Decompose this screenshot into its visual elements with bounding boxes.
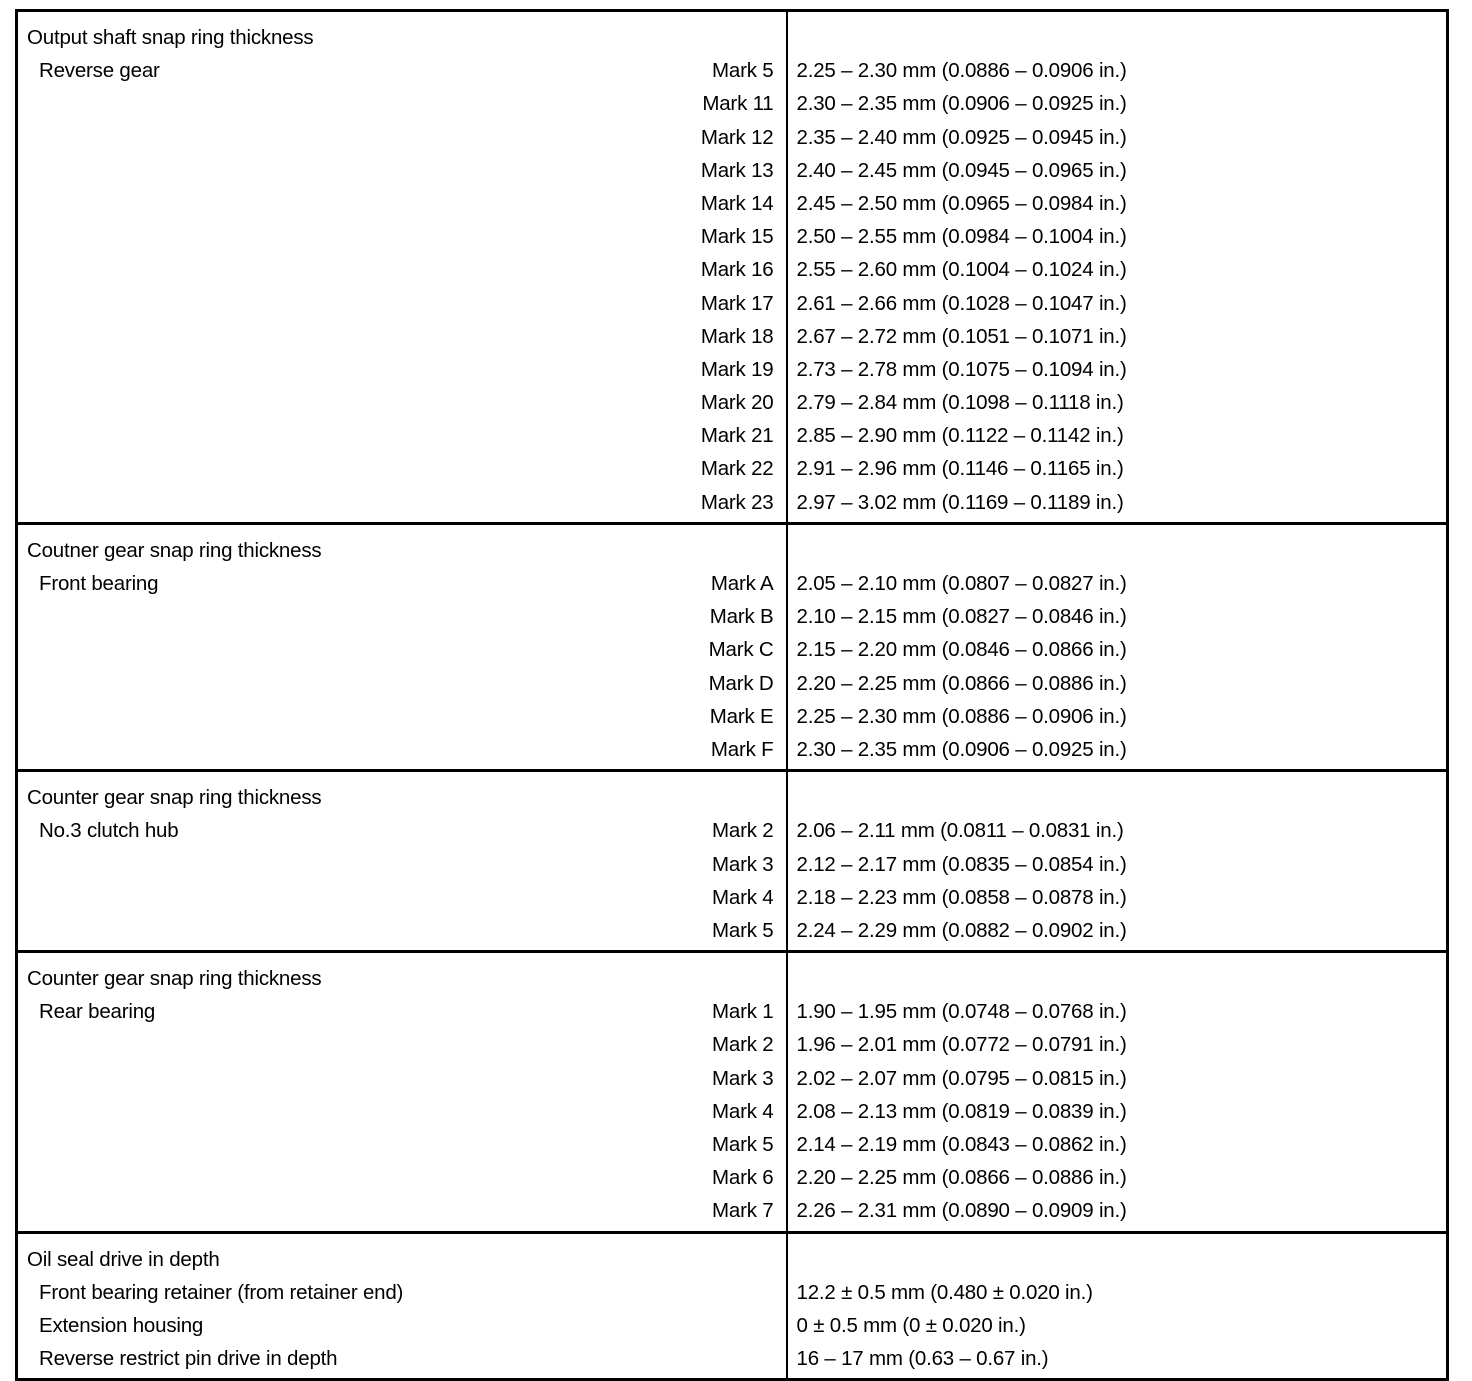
mark-label: Mark 4: [712, 1099, 774, 1123]
spec-table: [15, 9, 1449, 1381]
spec-value: 2.14 – 2.19 mm (0.0843 – 0.0862 in.): [796, 1133, 1127, 1156]
mark-label: Mark 5: [712, 1133, 774, 1156]
mark-label: Mark D: [708, 671, 774, 695]
spec-value: 1.90 – 1.95 mm (0.0748 – 0.0768 in.): [796, 1000, 1127, 1024]
spec-value: 2.25 – 2.30 mm (0.0886 – 0.0906 in.): [796, 59, 1127, 83]
mark-label: Mark 19: [700, 357, 774, 381]
item-label: Reverse restrict pin drive in depth: [39, 1347, 338, 1371]
section-value-cell: [787, 771, 1448, 952]
mark-label: Mark 14: [700, 191, 774, 215]
spec-value: 2.20 – 2.25 mm (0.0866 – 0.0886 in.): [796, 671, 1127, 695]
spec-value: 2.02 – 2.07 mm (0.0795 – 0.0815 in.): [796, 1066, 1127, 1090]
mark-label: Mark 5: [712, 59, 774, 83]
subheading-row: [18, 814, 786, 847]
section-counter-gear-rear-bearing: [17, 952, 1448, 1233]
mark-label: Mark E: [709, 704, 774, 728]
section-value-cell: [787, 1232, 1448, 1380]
section-label-cell: [17, 11, 787, 524]
spec-value: 2.45 – 2.50 mm (0.0965 – 0.0984 in.): [796, 191, 1127, 215]
spec-value: 2.35 – 2.40 mm (0.0925 – 0.0945 in.): [796, 125, 1127, 149]
section-heading: Counter gear snap ring thickness: [27, 786, 322, 810]
value-spacer: [788, 21, 1447, 54]
mark-label: Mark 11: [702, 92, 774, 116]
item-label: Extension housing: [39, 1313, 204, 1337]
spec-value: 16 – 17 mm (0.63 – 0.67 in.): [796, 1347, 1049, 1371]
section-value-cell: [787, 523, 1448, 770]
section-label-cell: [17, 523, 787, 770]
section-heading: Coutner gear snap ring thickness: [27, 538, 322, 562]
section-counter-gear-clutch-hub: [17, 771, 1448, 952]
mark-label: Mark 17: [700, 291, 774, 315]
spec-value: 2.97 – 3.02 mm (0.1169 – 0.1189 in.): [796, 490, 1124, 514]
section-label-cell: [17, 952, 787, 1233]
value-spacer: [788, 534, 1447, 567]
spec-value: 1.96 – 2.01 mm (0.0772 – 0.0791 in.): [796, 1033, 1127, 1057]
mark-label: Mark 12: [700, 125, 774, 149]
mark-label: Mark A: [710, 572, 774, 595]
mark-label: Mark 21: [700, 424, 774, 448]
section-heading: Output shaft snap ring thickness: [27, 26, 314, 49]
spec-value: 2.08 – 2.13 mm (0.0819 – 0.0839 in.): [796, 1099, 1127, 1123]
spec-value: 2.55 – 2.60 mm (0.1004 – 0.1024 in.): [796, 258, 1127, 282]
spec-value: 2.30 – 2.35 mm (0.0906 – 0.0925 in.): [796, 92, 1127, 116]
section-label-cell: [17, 1232, 787, 1380]
spec-value: 2.05 – 2.10 mm (0.0807 – 0.0827 in.): [796, 572, 1127, 595]
spec-value: 12.2 ± 0.5 mm (0.480 ± 0.020 in.): [796, 1280, 1093, 1304]
section-counter-gear-front-bearing: [17, 523, 1448, 770]
subheading-row: [18, 54, 786, 87]
spec-table-body: [17, 11, 1448, 1380]
spec-value: 2.40 – 2.45 mm (0.0945 – 0.0965 in.): [796, 158, 1127, 182]
mark-label: Mark 22: [700, 457, 774, 481]
spec-value: 2.85 – 2.90 mm (0.1122 – 0.1142 in.): [796, 424, 1124, 448]
section-label-cell: [17, 771, 787, 952]
section-output-shaft-reverse-gear: [17, 11, 1448, 524]
section-oil-seal-drive-depth: [17, 1232, 1448, 1380]
spec-value: 2.91 – 2.96 mm (0.1146 – 0.1165 in.): [796, 457, 1124, 481]
value-spacer: [788, 1243, 1447, 1276]
spec-value: 2.73 – 2.78 mm (0.1075 – 0.1094 in.): [796, 357, 1127, 381]
mark-label: Mark F: [710, 737, 774, 761]
section-subheading: Reverse gear: [39, 59, 160, 83]
mark-label: Mark 13: [700, 158, 774, 182]
section-subheading: No.3 clutch hub: [39, 819, 179, 843]
spec-value: 2.10 – 2.15 mm (0.0827 – 0.0846 in.): [796, 605, 1127, 629]
mark-label: Mark 20: [700, 391, 774, 415]
spec-value: 2.18 – 2.23 mm (0.0858 – 0.0878 in.): [796, 885, 1127, 909]
mark-label: Mark 7: [712, 1199, 774, 1223]
mark-label: Mark 15: [700, 225, 774, 249]
mark-label: Mark 1: [712, 1000, 774, 1024]
spec-value: 2.79 – 2.84 mm (0.1098 – 0.1118 in.): [796, 391, 1124, 415]
mark-label: Mark 18: [700, 324, 774, 348]
spec-value: 2.25 – 2.30 mm (0.0886 – 0.0906 in.): [796, 704, 1127, 728]
mark-label: Mark 16: [700, 258, 774, 282]
mark-label: Mark 2: [712, 819, 774, 843]
section-subheading: Front bearing: [39, 572, 159, 595]
spec-value: 2.06 – 2.11 mm (0.0811 – 0.0831 in.): [796, 819, 1124, 843]
value-spacer: [788, 962, 1447, 995]
mark-label: Mark 3: [712, 852, 774, 876]
section-subheading: Rear bearing: [39, 1000, 156, 1024]
mark-label: Mark B: [709, 605, 774, 629]
subheading-row: [18, 995, 786, 1028]
spec-value: 2.61 – 2.66 mm (0.1028 – 0.1047 in.): [796, 291, 1127, 315]
mark-label: Mark 23: [700, 490, 774, 514]
spec-value: 2.30 – 2.35 mm (0.0906 – 0.0925 in.): [796, 737, 1127, 761]
value-spacer: [788, 781, 1447, 814]
spec-value: 2.50 – 2.55 mm (0.0984 – 0.1004 in.): [796, 225, 1127, 249]
spec-value: 2.26 – 2.31 mm (0.0890 – 0.0909 in.): [796, 1199, 1127, 1223]
mark-label: Mark 5: [712, 918, 774, 942]
spec-value: 2.20 – 2.25 mm (0.0866 – 0.0886 in.): [796, 1166, 1127, 1190]
spec-value: 2.15 – 2.20 mm (0.0846 – 0.0866 in.): [796, 638, 1127, 662]
spec-value: 0 ± 0.5 mm (0 ± 0.020 in.): [796, 1313, 1026, 1337]
spec-value: 2.67 – 2.72 mm (0.1051 – 0.1071 in.): [796, 324, 1127, 348]
item-label: Front bearing retainer (from retainer end): [39, 1280, 404, 1304]
section-heading: Counter gear snap ring thickness: [27, 967, 322, 991]
mark-label: Mark C: [708, 638, 774, 662]
subheading-row: [18, 567, 786, 600]
section-heading: Oil seal drive in depth: [27, 1247, 220, 1271]
spec-value: 2.24 – 2.29 mm (0.0882 – 0.0902 in.): [796, 918, 1127, 942]
section-value-cell: [787, 11, 1448, 524]
mark-label: Mark 3: [712, 1066, 774, 1090]
mark-label: Mark 6: [712, 1166, 774, 1190]
mark-label: Mark 4: [712, 885, 774, 909]
spec-value: 2.12 – 2.17 mm (0.0835 – 0.0854 in.): [796, 852, 1127, 876]
mark-label: Mark 2: [712, 1033, 774, 1057]
section-value-cell: [787, 952, 1448, 1233]
